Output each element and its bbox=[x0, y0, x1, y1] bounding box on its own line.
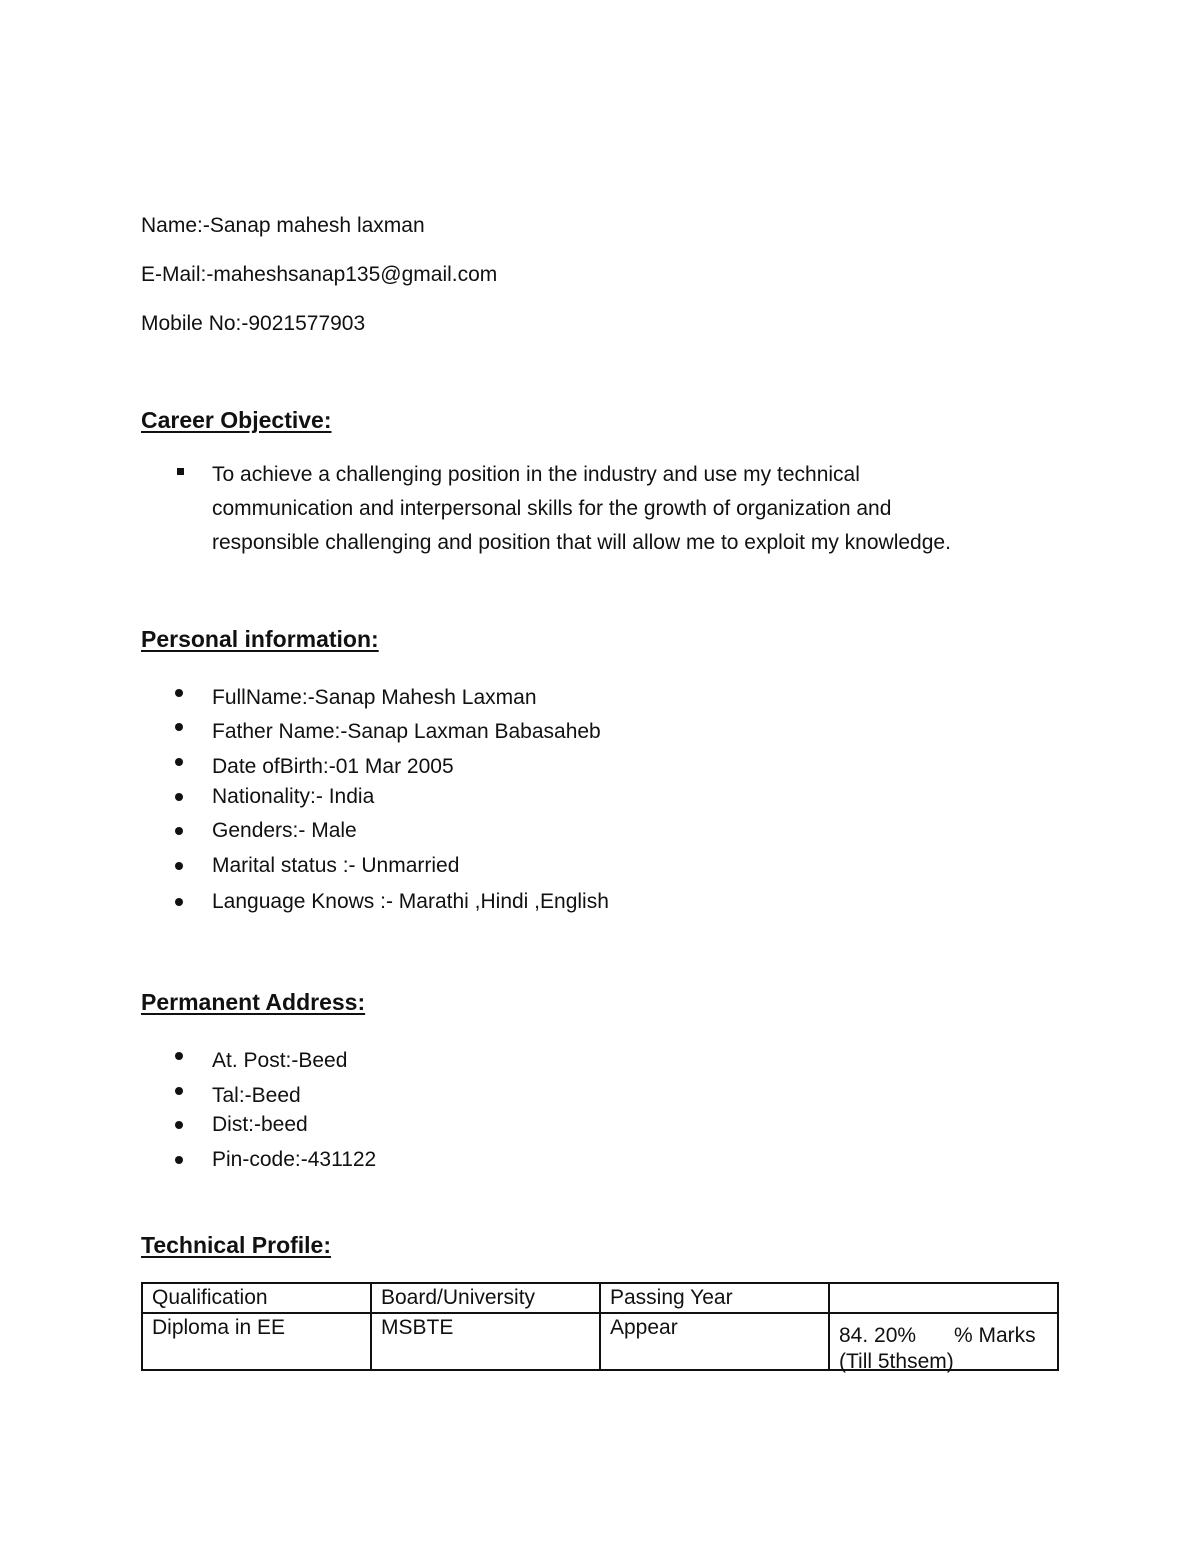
bullet-icon bbox=[175, 1156, 183, 1164]
table-row bbox=[142, 1313, 1058, 1370]
header-qualification: Qualification bbox=[142, 1283, 371, 1313]
header-board: Board/University bbox=[371, 1283, 600, 1313]
square-bullet-icon bbox=[177, 468, 184, 475]
bullet-icon bbox=[175, 1052, 183, 1060]
cell-qualification: Diploma in EE bbox=[142, 1313, 371, 1370]
marks-label: % Marks bbox=[954, 1324, 1036, 1347]
mobile-line: Mobile No:-9021577903 bbox=[141, 312, 366, 335]
name-line: Name:-Sanap mahesh laxman bbox=[141, 214, 425, 237]
bullet-icon bbox=[175, 1121, 183, 1129]
personal-information-heading: Personal information: bbox=[141, 626, 379, 652]
bullet-icon bbox=[175, 793, 183, 801]
bullet-icon bbox=[175, 1087, 183, 1095]
header-marks bbox=[829, 1283, 1058, 1313]
header-passing-year: Passing Year bbox=[600, 1283, 829, 1313]
career-objective-item bbox=[172, 458, 1032, 560]
bullet-icon bbox=[175, 689, 183, 697]
table-header-row bbox=[142, 1283, 1058, 1313]
technical-profile-heading: Technical Profile: bbox=[141, 1232, 332, 1258]
cell-board: MSBTE bbox=[371, 1313, 600, 1370]
marks-note: (Till 5thsem) bbox=[839, 1350, 954, 1373]
bullet-icon bbox=[175, 758, 183, 766]
career-objective-text: To achieve a challenging position in the industry and use my technical communication and interpersonal skills for the growth of organization and responsible challenging and position that will allow me to exploit my knowledge. bbox=[212, 463, 951, 554]
cell-marks bbox=[829, 1313, 1058, 1373]
career-objective-heading: Career Objective: bbox=[141, 407, 332, 433]
bullet-icon bbox=[175, 827, 183, 835]
cell-passing-year: Appear bbox=[600, 1313, 829, 1370]
bullet-icon bbox=[175, 862, 183, 870]
resume-page: Name:-Sanap mahesh laxman E-Mail:-maheshsanap135@gmail.com Mobile No:-9021577903 Career Objective: To achieve a challenging position in the industry and use my technical communication and interpersonal skills for the growth of organization and responsible challenging and position that will allow me to exploit my knowledge. Personal information: FullName:-Sanap Mahesh Laxman Father Name:-Sanap Laxman Babasaheb Date ofBirth:-01 Mar 2005 Nationality:- India Genders:- Male Marital status :- Unmarried Language Knows :- Marathi ,Hindi ,English Permanent Address: At. Post:-Beed Tal:-Beed Dist:-beed Pin-code:-431122 Technical Profile: Qualification Board/University Passing Year Diploma in EE MSBTE Appear 84. 20% % Marks (Till 5thsem) bbox=[0, 0, 1200, 1553]
bullet-icon bbox=[175, 898, 183, 906]
permanent-address-heading: Permanent Address: bbox=[141, 989, 366, 1015]
technical-profile-table bbox=[141, 1282, 1059, 1371]
bullet-icon bbox=[175, 723, 183, 731]
email-line: E-Mail:-maheshsanap135@gmail.com bbox=[141, 263, 498, 286]
marks-value: 84. 20% bbox=[839, 1324, 917, 1347]
